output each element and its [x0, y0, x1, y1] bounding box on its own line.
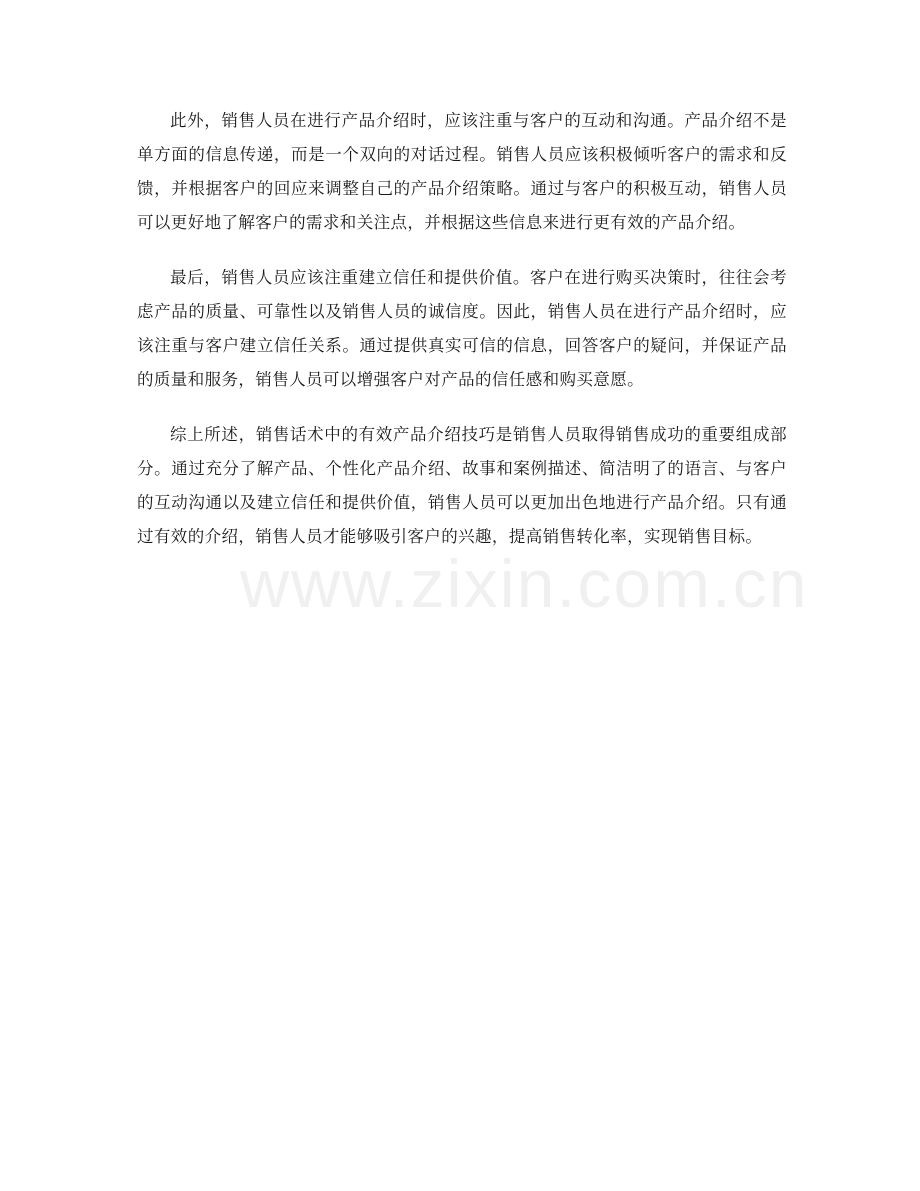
watermark-text: www.zixin.com.cn [240, 546, 809, 622]
paragraph-interaction: 此外，销售人员在进行产品介绍时，应该注重与客户的互动和沟通。产品介绍不是单方面的信息传递，而是一个双向的对话过程。销售人员应该积极倾听客户的需求和反馈，并根据客户的回应来调整自己的产品介绍策略。通过与客户的积极互动，销售人员可以更好地了解客户的需求和关注点，并根据这些信息来进行更有效的产品介绍。 [137, 111, 787, 232]
document-body [137, 104, 787, 575]
paragraph-summary: 综上所述，销售话术中的有效产品介绍技巧是销售人员取得销售成功的重要组成部分。通过充分了解产品、个性化产品介绍、故事和案例描述、简洁明了的语言、与客户的互动沟通以及建立信任和提供价值，销售人员可以更加出色地进行产品介绍。只有通过有效的介绍，销售人员才能够吸引客户的兴趣，提高销售转化率，实现销售目标。 [137, 425, 787, 546]
paragraph-trust: 最后，销售人员应该注重建立信任和提供价值。客户在进行购买决策时，往往会考虑产品的质量、可靠性以及销售人员的诚信度。因此，销售人员在进行产品介绍时，应该注重与客户建立信任关系。通过提供真实可信的信息，回答客户的疑问，并保证产品的质量和服务，销售人员可以增强客户对产品的信任感和购买意愿。 [137, 268, 787, 389]
